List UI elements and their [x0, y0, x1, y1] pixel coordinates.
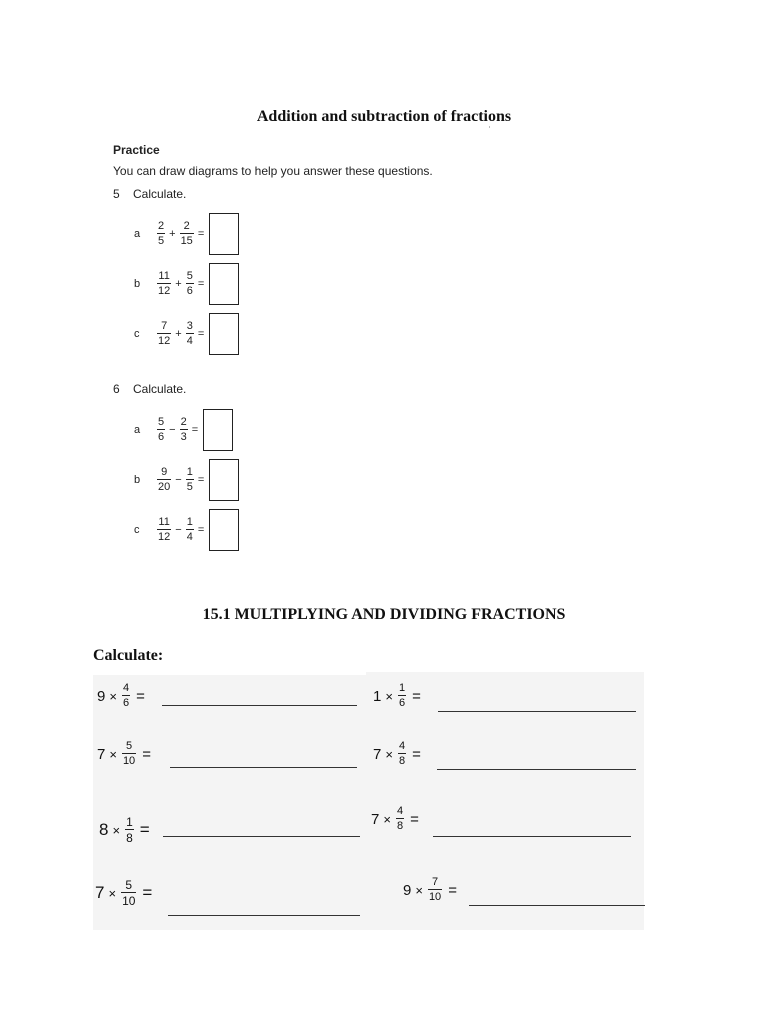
q6-item-a — [134, 409, 233, 451]
answer-line[interactable] — [162, 705, 357, 706]
answer-line[interactable] — [438, 711, 636, 712]
practice-heading: Practice — [113, 143, 160, 157]
answer-box[interactable] — [209, 263, 239, 305]
answer-line[interactable] — [437, 769, 636, 770]
answer-line[interactable] — [433, 836, 631, 837]
answer-line[interactable] — [168, 915, 360, 916]
answer-box[interactable] — [209, 313, 239, 355]
answer-line[interactable] — [469, 905, 645, 906]
equals-sign: = — [197, 278, 205, 290]
q5-item-a — [134, 213, 239, 255]
item-label: a — [134, 424, 141, 436]
q5-item-b — [134, 263, 239, 305]
fraction: $\frac{4}{8}$ — [396, 805, 404, 832]
fraction: $\frac{5}{10}$ — [122, 878, 136, 908]
fraction: $\frac{4}{6}$ — [122, 682, 130, 709]
q6-item-c — [134, 509, 239, 551]
calculate-heading: Calculate: — [93, 647, 164, 664]
fraction: $\frac{1}{5}$ — [186, 466, 193, 493]
answer-box[interactable] — [203, 409, 233, 451]
item-label: c — [134, 524, 140, 536]
operator: − — [175, 474, 182, 486]
question-number: 5 — [113, 187, 120, 201]
fraction: $\frac{7}{10}$ — [428, 876, 442, 903]
fraction: $\frac{11}{12}$ — [158, 270, 171, 297]
operator: − — [175, 524, 182, 536]
fraction: $\frac{1}{4}$ — [186, 516, 193, 543]
fraction: $\frac{9}{20}$ — [158, 466, 171, 493]
operator: + — [175, 328, 182, 340]
item-label: a — [134, 228, 141, 240]
operator: + — [175, 278, 182, 290]
multiply-problem-right-1: 1 × $\frac{1}{6}$ = — [373, 682, 421, 709]
question-prompt: Calculate. — [133, 187, 187, 201]
operator: − — [169, 424, 176, 436]
fraction: $\frac{5}{6}$ — [186, 270, 193, 297]
equals-sign: = — [197, 524, 205, 536]
fraction: $\frac{5}{6}$ — [158, 416, 165, 443]
answer-box[interactable] — [209, 213, 239, 255]
equals-sign: = — [197, 228, 205, 240]
equals-sign: = — [191, 424, 199, 436]
question-5-heading — [113, 187, 186, 201]
q5-item-c — [134, 313, 239, 355]
multiply-problem-right-4: 9 × $\frac{7}{10}$ = — [403, 876, 457, 903]
fraction: $\frac{2}{15}$ — [180, 220, 193, 247]
multiply-problem-left-1: 9 × $\frac{4}{6}$ = — [97, 682, 145, 709]
fraction: $\frac{3}{4}$ — [186, 320, 193, 347]
fraction: $\frac{11}{12}$ — [158, 516, 171, 543]
fraction: $\frac{7}{12}$ — [158, 320, 171, 347]
equals-sign: = — [197, 474, 205, 486]
question-number: 6 — [113, 382, 120, 396]
operator: + — [169, 228, 176, 240]
page-title: Addition and subtraction of fractions — [256, 108, 512, 125]
multiply-problem-right-3: 7 × $\frac{4}{8}$ = — [371, 805, 419, 832]
multiply-problem-left-2: 7 × $\frac{5}{10}$ = — [97, 740, 151, 767]
multiply-problem-left-4: 7 × $\frac{5}{10}$ = — [95, 878, 153, 908]
fraction: $\frac{2}{3}$ — [180, 416, 187, 443]
multiply-problem-left-3: 8 × $\frac{1}{8}$ = — [99, 815, 150, 845]
fraction: $\frac{5}{10}$ — [122, 740, 136, 767]
item-label: b — [134, 278, 141, 290]
question-prompt: Calculate. — [133, 382, 187, 396]
answer-box[interactable] — [209, 509, 239, 551]
multiply-problem-right-2: 7 × $\frac{4}{8}$ = — [373, 740, 421, 767]
fraction: $\frac{2}{5}$ — [158, 220, 165, 247]
item-label: c — [134, 328, 140, 340]
q6-item-b — [134, 459, 239, 501]
item-label: b — [134, 474, 141, 486]
question-6-heading — [113, 382, 186, 396]
fraction: $\frac{1}{8}$ — [126, 815, 133, 845]
fraction: $\frac{1}{6}$ — [398, 682, 406, 709]
answer-line[interactable] — [170, 767, 357, 768]
answer-box[interactable] — [209, 459, 239, 501]
stray-mark: ʿ — [488, 125, 491, 135]
fraction: $\frac{4}{8}$ — [398, 740, 406, 767]
section-title: 15.1 MULTIPLYING AND DIVIDING FRACTIONS — [202, 606, 566, 623]
practice-instruction: You can draw diagrams to help you answer these questions. — [113, 164, 433, 178]
answer-line[interactable] — [163, 836, 360, 837]
equals-sign: = — [197, 328, 205, 340]
